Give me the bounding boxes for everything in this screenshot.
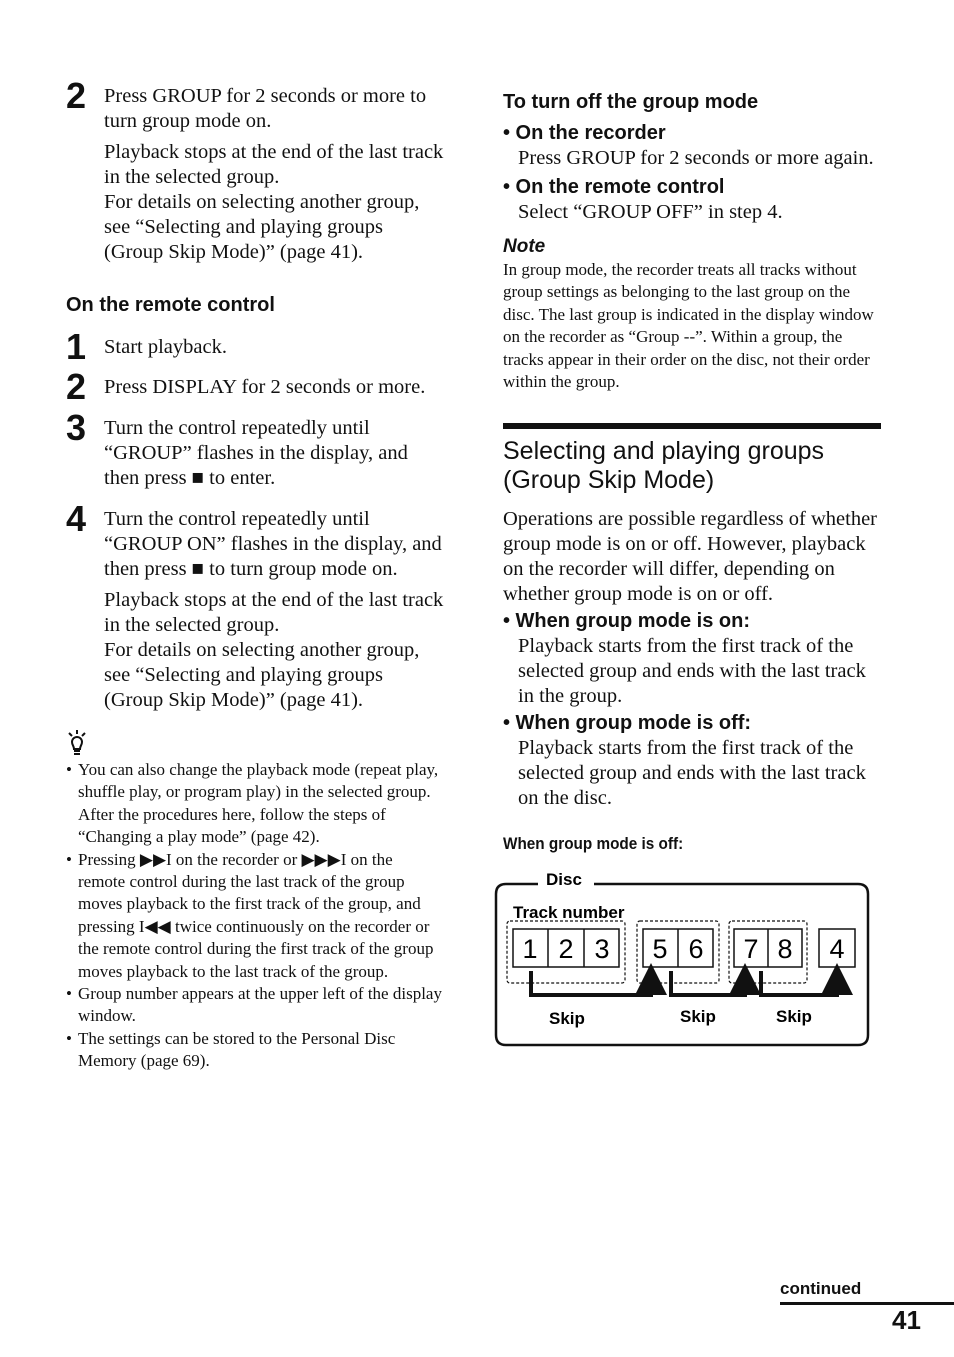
remote-step-4 — [66, 498, 444, 713]
tip-item — [66, 983, 444, 1028]
track-number: 6 — [688, 934, 704, 965]
disc-label: Disc — [546, 870, 582, 890]
lightbulb-icon — [66, 729, 92, 757]
track-number: 4 — [829, 934, 845, 965]
step-detail: For details on selecting another group, see “Selecting and playing groups (Group Skip Mode)” (page 41). — [104, 191, 420, 263]
step-number: 2 — [66, 366, 87, 407]
step-text: Press GROUP for 2 seconds or more to turn group mode on. — [104, 85, 427, 132]
remote-step-2 — [66, 366, 444, 407]
mode-off-heading: • When group mode is off: — [503, 712, 752, 735]
track-number-label: Track number — [513, 903, 625, 923]
tip-item — [66, 759, 444, 849]
tip-icon-wrap — [66, 729, 444, 757]
tips-list — [66, 759, 444, 1073]
section-rule — [503, 423, 881, 429]
step-2-group-on — [66, 75, 444, 265]
left-column — [66, 75, 444, 1073]
tip-text: The settings can be stored to the Personal Disc Memory (page 69). — [78, 1028, 396, 1071]
skip-label: Skip — [680, 1007, 716, 1027]
mode-on-heading: • When group mode is on: — [503, 610, 750, 633]
step-text: Start playback. — [104, 336, 227, 358]
step-text: Turn the control repeatedly until “GROUP” flashes in the display, and then press ■ to enter. — [104, 417, 408, 489]
note-label: Note — [503, 236, 546, 257]
step-detail: Playback stops at the end of the last track in the selected group. — [104, 141, 444, 188]
step-text: Turn the control repeatedly until “GROUP ON” flashes in the display, and then press ■ to turn group mode on. — [104, 508, 442, 580]
tip-item — [66, 849, 444, 983]
section-intro: Operations are possible regardless of whether group mode is on or off. However, playback on the recorder will differ, depending on whether group mode is on or off. — [503, 508, 877, 606]
bullet: • — [66, 1028, 72, 1048]
on-remote-heading: • On the remote control — [503, 176, 725, 198]
turn-off-heading: To turn off the group mode — [503, 91, 759, 113]
step-detail: For details on selecting another group, see “Selecting and playing groups (Group Skip Mode)” (page 41). — [104, 639, 420, 711]
skip-label: Skip — [549, 1009, 585, 1029]
track-number: 1 — [522, 934, 538, 965]
on-remote-text: Select “GROUP OFF” in step 4. — [518, 201, 783, 223]
step-number: 1 — [66, 326, 87, 367]
on-recorder-heading: • On the recorder — [503, 122, 666, 144]
track-number: 3 — [594, 934, 610, 965]
mode-on-text: Playback starts from the first track of the selected group and ends with the last track in the group. — [518, 635, 866, 708]
tip-text: Pressing ▶▶I on the recorder or ▶▶▶I on the remote control during the last track of the group moves playback to the first track of the group, and pressing I◀◀ twice continuously on the recorder or the remote control during the first track of the group moves playback to the last track of the group. — [78, 849, 434, 981]
remote-step-3 — [66, 407, 444, 491]
mode-off-text: Playback starts from the first track of the selected group and ends with the last track on the disc. — [518, 737, 866, 810]
figure-caption: When group mode is off: — [503, 834, 684, 854]
tip-text: Group number appears at the upper left of the display window. — [78, 984, 442, 1026]
step-detail: Playback stops at the end of the last track in the selected group. — [104, 589, 444, 636]
step-text: Press DISPLAY for 2 seconds or more. — [104, 376, 426, 398]
step-number: 2 — [66, 75, 87, 116]
bullet: • — [66, 984, 72, 1004]
right-column — [503, 90, 881, 1059]
remote-control-heading: On the remote control — [66, 294, 275, 316]
group-skip-diagram — [494, 859, 874, 1059]
section-title: Selecting and playing groups (Group Skip Mode) — [503, 437, 825, 495]
track-number: 8 — [777, 934, 793, 965]
remote-step-1 — [66, 326, 444, 367]
step-number: 3 — [66, 407, 87, 448]
bullet: • — [66, 760, 72, 779]
continued-label: continued — [780, 1279, 862, 1298]
skip-label: Skip — [776, 1007, 812, 1027]
on-recorder-text: Press GROUP for 2 seconds or more again. — [518, 147, 874, 169]
track-number: 5 — [652, 934, 668, 965]
tip-text: You can also change the playback mode (repeat play, shuffle play, or program play) in the selected group. After the procedures here, follow the steps of “Changing a play mode” (page 42). — [78, 760, 439, 847]
track-number: 7 — [743, 934, 759, 965]
tip-item — [66, 1028, 444, 1073]
footer-rule — [780, 1302, 954, 1305]
step-number: 4 — [66, 498, 87, 539]
page-number: 41 — [892, 1305, 921, 1335]
track-number: 2 — [558, 934, 574, 965]
bullet: • — [66, 849, 72, 869]
note-text: In group mode, the recorder treats all tracks without group settings as belonging to the last group on the disc. The last group is indicated in the display window on the recorder as “Group --”. Within a group, the tracks appear in their order on the disc, not their order within the group. — [503, 260, 874, 392]
